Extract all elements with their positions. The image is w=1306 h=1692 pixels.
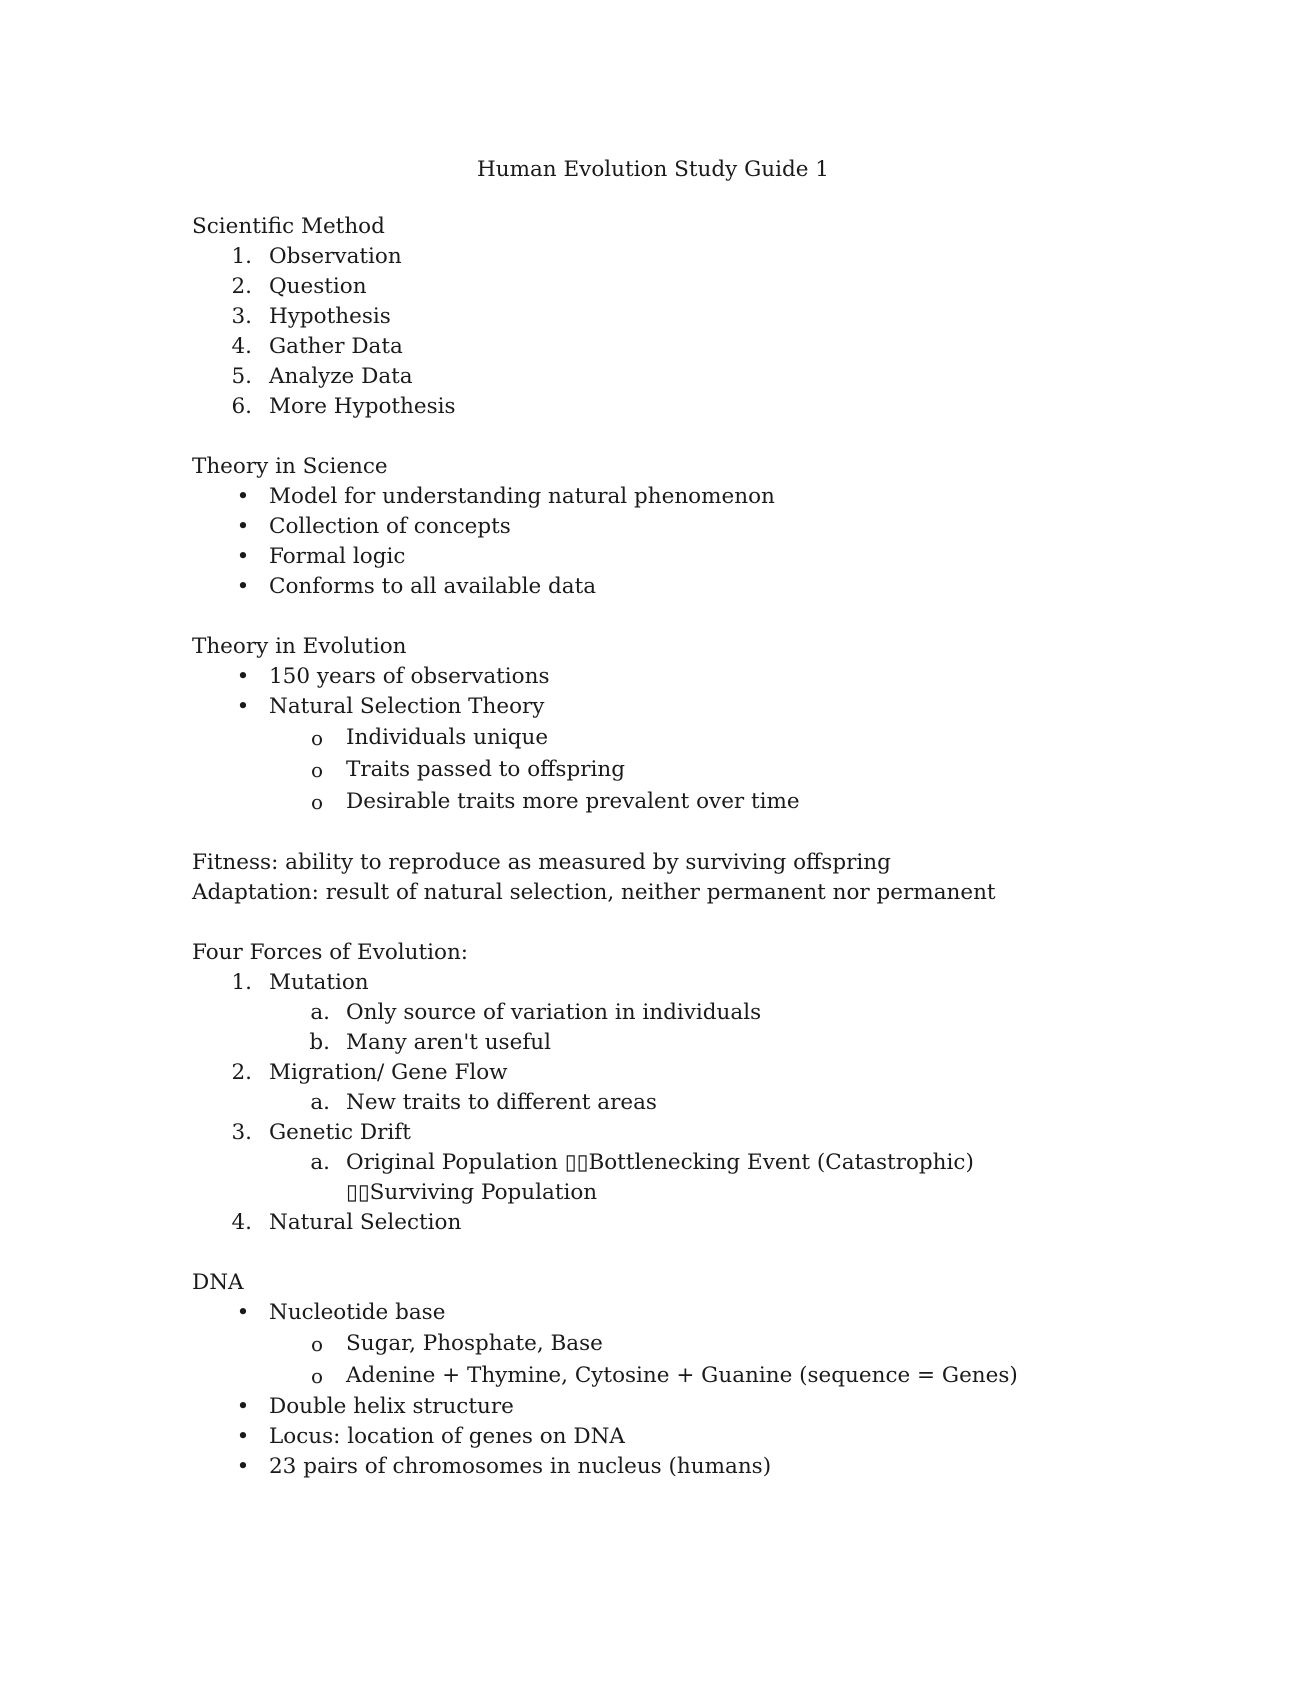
list-number: 3. (231, 304, 252, 329)
list-item (192, 362, 1252, 392)
section-heading: Theory in Evolution (192, 634, 407, 659)
list-item (192, 302, 1252, 332)
bullet-icon: • (236, 574, 250, 599)
adaptation-definition: Adaptation: result of natural selection, neither permanent nor permanent (192, 880, 996, 905)
list-item-text: Natural Selection Theory (269, 694, 545, 719)
bullet-icon: • (236, 1300, 250, 1325)
sub-list-item (192, 998, 1252, 1028)
list-item (192, 272, 1252, 302)
sub-bullet-item (192, 786, 1252, 818)
list-number: 1. (231, 970, 252, 995)
bullet-icon: • (236, 514, 250, 539)
list-number: 5. (231, 364, 252, 389)
list-item-text: Locus: location of genes on DNA (269, 1424, 625, 1449)
list-number: 2. (231, 1060, 252, 1085)
list-item-text: Model for understanding natural phenomenon (269, 484, 775, 509)
list-number: 1. (231, 244, 252, 269)
list-item-text: Conforms to all available data (269, 574, 597, 599)
sub-bullet-item (192, 1328, 1252, 1360)
sub-list-item (192, 1148, 1252, 1178)
section-dna (192, 1268, 1252, 1482)
fitness-definition: Fitness: ability to reproduce as measured by surviving offspring (192, 850, 891, 875)
list-letter: a. (310, 1000, 330, 1025)
list-item-text: Analyze Data (269, 364, 413, 389)
list-item-text: Formal logic (269, 544, 406, 569)
section-scientific-method (192, 212, 1252, 422)
list-item-text: 150 years of observations (269, 664, 550, 689)
list-item-text: Mutation (269, 970, 369, 995)
list-letter: a. (310, 1090, 330, 1115)
bullet-icon: • (236, 484, 250, 509)
list-item-text: Migration/ Gene Flow (269, 1060, 508, 1085)
sub-bullet-item (192, 722, 1252, 754)
document-body (192, 212, 1252, 1512)
bullet-icon: • (236, 1454, 250, 1479)
list-number: 6. (231, 394, 252, 419)
circle-bullet-icon: o (310, 1364, 324, 1388)
sub-bullet-item (192, 754, 1252, 786)
list-item (192, 332, 1252, 362)
list-number: 4. (231, 334, 252, 359)
bullet-icon: • (236, 1424, 250, 1449)
section-heading: Four Forces of Evolution: (192, 940, 469, 965)
list-item-text: New traits to different areas (346, 1090, 657, 1115)
list-item-text: Desirable traits more prevalent over time (346, 789, 800, 814)
bullet-item (192, 512, 1252, 542)
bullet-item (192, 482, 1252, 512)
list-item-text: Adenine + Thymine, Cytosine + Guanine (sequence = Genes) (346, 1363, 1018, 1388)
section-theory-in-science (192, 452, 1252, 602)
bullet-item (192, 1298, 1252, 1328)
list-item-text: Many aren't useful (346, 1030, 551, 1055)
list-item-text: More Hypothesis (269, 394, 456, 419)
list-item-text: Collection of concepts (269, 514, 511, 539)
list-item-text: Gather Data (269, 334, 403, 359)
sub-list-item (192, 1088, 1252, 1118)
list-item (192, 968, 1252, 998)
list-item (192, 1118, 1252, 1148)
list-number: 3. (231, 1120, 252, 1145)
sub-bullet-item (192, 1360, 1252, 1392)
bullet-item (192, 1422, 1252, 1452)
list-item-text: Individuals unique (346, 725, 549, 750)
document-title: Human Evolution Study Guide 1 (477, 157, 829, 182)
sub-list-item-continuation: ▯▯Surviving Population (346, 1180, 598, 1205)
bullet-icon: • (236, 664, 250, 689)
list-letter: a. (310, 1150, 330, 1175)
list-item (192, 242, 1252, 272)
list-number: 2. (231, 274, 252, 299)
section-theory-in-evolution (192, 632, 1252, 818)
section-heading: DNA (192, 1270, 244, 1295)
bullet-item (192, 662, 1252, 692)
bullet-icon: • (236, 1394, 250, 1419)
list-letter: b. (309, 1030, 330, 1055)
section-heading: Scientific Method (192, 214, 385, 239)
list-item-text: 23 pairs of chromosomes in nucleus (humans) (269, 1454, 772, 1479)
circle-bullet-icon: o (310, 758, 324, 782)
bullet-icon: • (236, 544, 250, 569)
list-item-text: Nucleotide base (269, 1300, 446, 1325)
circle-bullet-icon: o (310, 790, 324, 814)
section-four-forces (192, 938, 1252, 1238)
bullet-item (192, 1392, 1252, 1422)
list-item-text: Question (269, 274, 367, 299)
list-item-text: Sugar, Phosphate, Base (346, 1331, 603, 1356)
bullet-item (192, 572, 1252, 602)
list-item (192, 392, 1252, 422)
circle-bullet-icon: o (310, 1332, 324, 1356)
bullet-icon: • (236, 694, 250, 719)
section-heading: Theory in Science (192, 454, 388, 479)
list-item-text: Only source of variation in individuals (346, 1000, 762, 1025)
list-item-text: Traits passed to offspring (346, 757, 625, 782)
list-number: 4. (231, 1210, 252, 1235)
circle-bullet-icon: o (310, 726, 324, 750)
sub-list-item (192, 1028, 1252, 1058)
bullet-item (192, 542, 1252, 572)
list-item-text: Original Population ▯▯Bottlenecking Event (Catastrophic) (346, 1150, 974, 1175)
list-item (192, 1208, 1252, 1238)
section-definitions (192, 848, 1252, 908)
list-item-text: Hypothesis (269, 304, 391, 329)
list-item-text: Observation (269, 244, 402, 269)
bullet-item (192, 692, 1252, 722)
list-item-text: Natural Selection (269, 1210, 462, 1235)
bullet-item (192, 1452, 1252, 1482)
list-item-text: Double helix structure (269, 1394, 514, 1419)
list-item (192, 1058, 1252, 1088)
list-item-text: Genetic Drift (269, 1120, 411, 1145)
